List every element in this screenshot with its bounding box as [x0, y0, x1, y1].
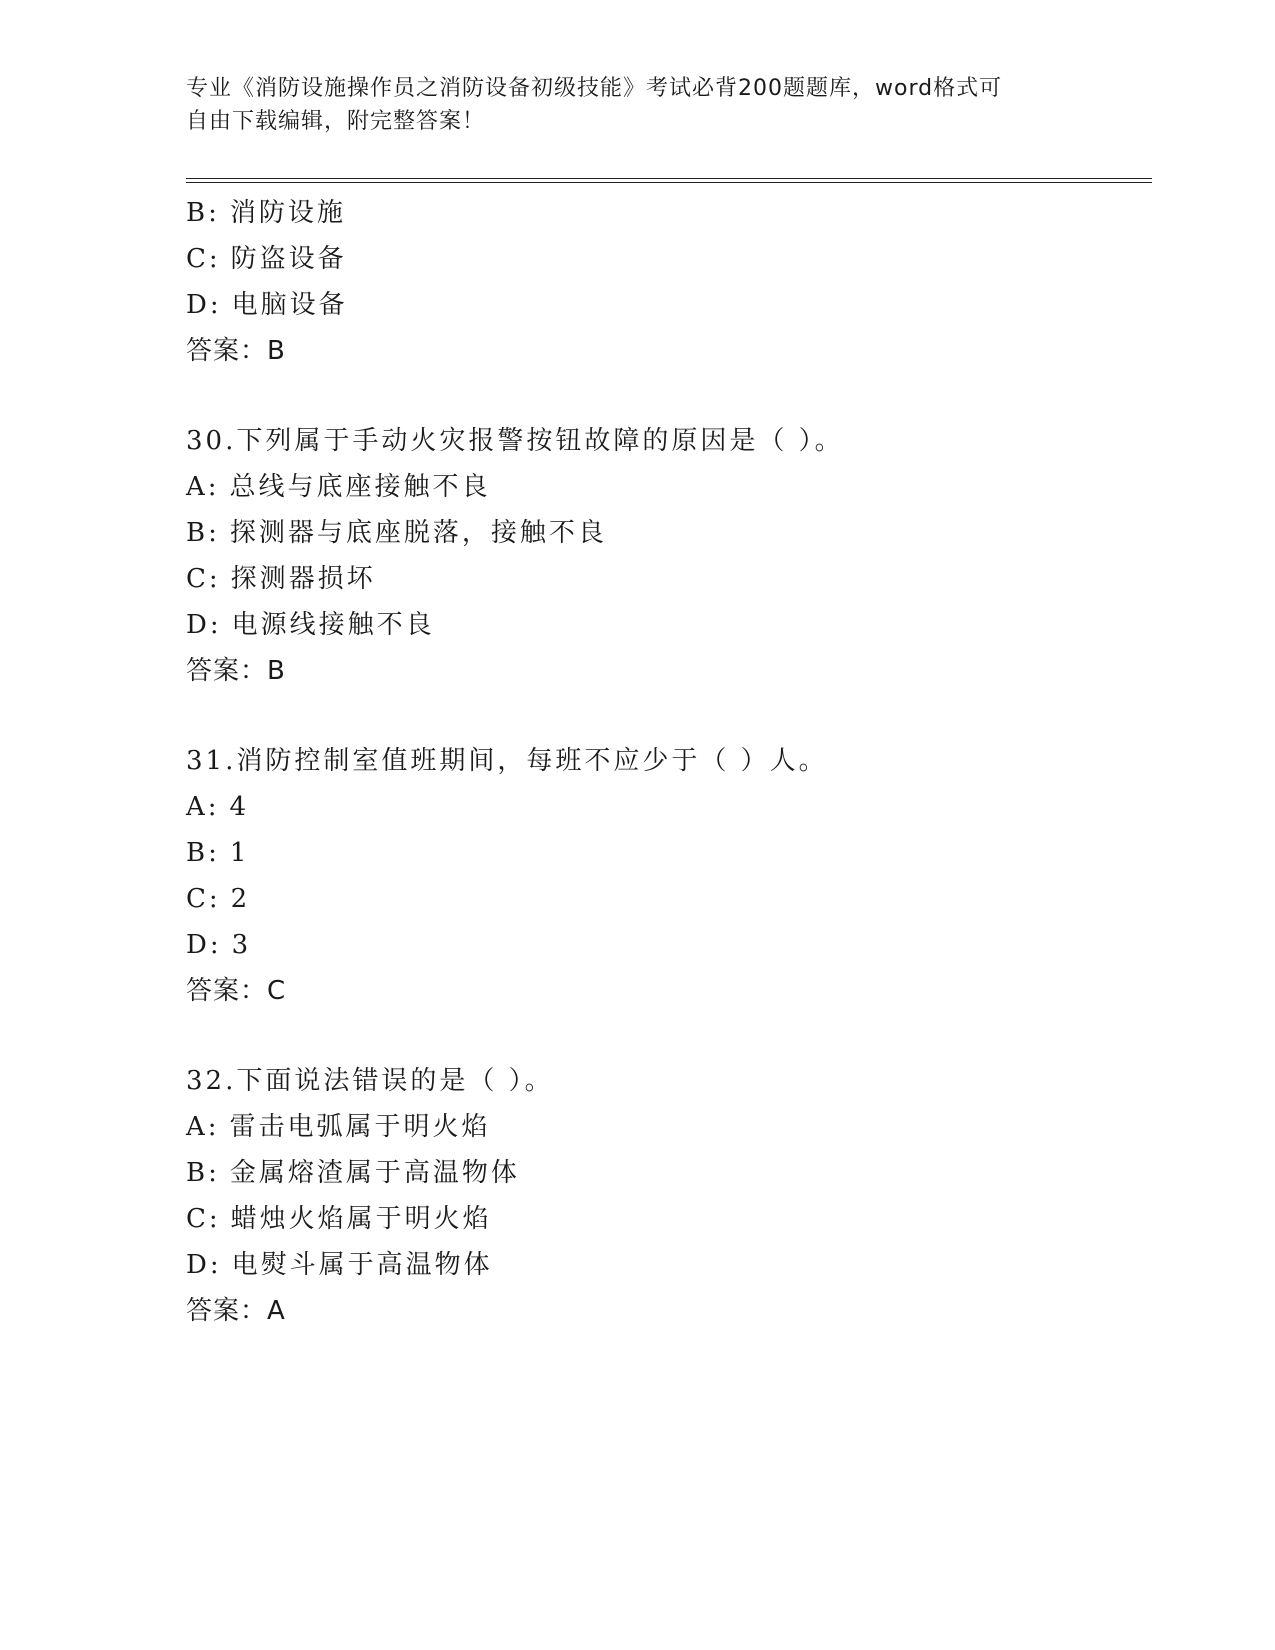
header-line-1: 专业《消防设施操作员之消防设备初级技能》考试必背200题题库，word格式可: [186, 76, 1003, 101]
question-stem: 32.下面说法错误的是（ ）。: [186, 1066, 554, 1096]
option-b: [186, 1150, 1146, 1196]
option-b: [186, 510, 1146, 556]
option-text: 1: [229, 838, 250, 868]
option-c: [186, 556, 1146, 602]
header-divider-bottom: [186, 182, 1152, 183]
option-letter: A:: [186, 1112, 220, 1142]
option-letter: C:: [186, 564, 221, 594]
option-a: [186, 464, 1146, 510]
option-letter: A:: [186, 792, 220, 822]
option-d: [186, 922, 1146, 968]
question-list: [186, 190, 1146, 1334]
option-d: [186, 602, 1146, 648]
answer-line: 答案：A: [186, 1296, 286, 1326]
option-a: [186, 784, 1146, 830]
option-text: 3: [231, 930, 252, 960]
option-c: [186, 236, 1146, 282]
answer-line: 答案：B: [186, 656, 286, 686]
option-b: [186, 190, 1146, 236]
previous-question-continuation: [186, 190, 1146, 374]
question-stem: 31.消防控制室值班期间，每班不应少于（ ）人。: [186, 746, 828, 776]
answer-line: 答案：B: [186, 336, 286, 366]
option-letter: B:: [186, 838, 220, 868]
option-letter: D:: [186, 610, 222, 640]
option-text: 探测器损坏: [230, 564, 376, 594]
option-text: 电熨斗属于高温物体: [231, 1250, 493, 1280]
option-text: 探测器与底座脱落，接触不良: [229, 518, 607, 548]
option-d: [186, 282, 1146, 328]
option-text: 电脑设备: [231, 290, 348, 320]
header-line-2: 自由下载编辑，附完整答案！: [186, 109, 486, 134]
option-text: 防盗设备: [230, 244, 347, 274]
option-text: 电源线接触不良: [231, 610, 435, 640]
document-header: [186, 72, 1086, 138]
option-letter: B:: [186, 198, 220, 228]
option-text: 雷击电弧属于明火焰: [229, 1112, 491, 1142]
option-letter: A:: [186, 472, 220, 502]
option-text: 2: [230, 884, 251, 914]
option-text: 总线与底座接触不良: [229, 472, 491, 502]
option-letter: D:: [186, 930, 222, 960]
option-c: [186, 1196, 1146, 1242]
question-31: [186, 738, 1146, 1014]
option-d: [186, 1242, 1146, 1288]
option-text: 蜡烛火焰属于明火焰: [230, 1204, 492, 1234]
option-letter: C:: [186, 244, 221, 274]
option-text: 消防设施: [229, 198, 346, 228]
option-b: [186, 830, 1146, 876]
option-letter: B:: [186, 1158, 220, 1188]
option-c: [186, 876, 1146, 922]
question-stem: 30.下列属于手动火灾报警按钮故障的原因是（ ）。: [186, 426, 844, 456]
option-letter: D:: [186, 290, 222, 320]
question-32: [186, 1058, 1146, 1334]
option-letter: C:: [186, 884, 221, 914]
option-letter: D:: [186, 1250, 222, 1280]
option-a: [186, 1104, 1146, 1150]
option-text: 4: [229, 792, 250, 822]
option-letter: C:: [186, 1204, 221, 1234]
option-text: 金属熔渣属于高温物体: [229, 1158, 520, 1188]
answer-line: 答案：C: [186, 976, 287, 1006]
question-30: [186, 418, 1146, 694]
option-letter: B:: [186, 518, 220, 548]
header-divider-top: [186, 178, 1152, 179]
